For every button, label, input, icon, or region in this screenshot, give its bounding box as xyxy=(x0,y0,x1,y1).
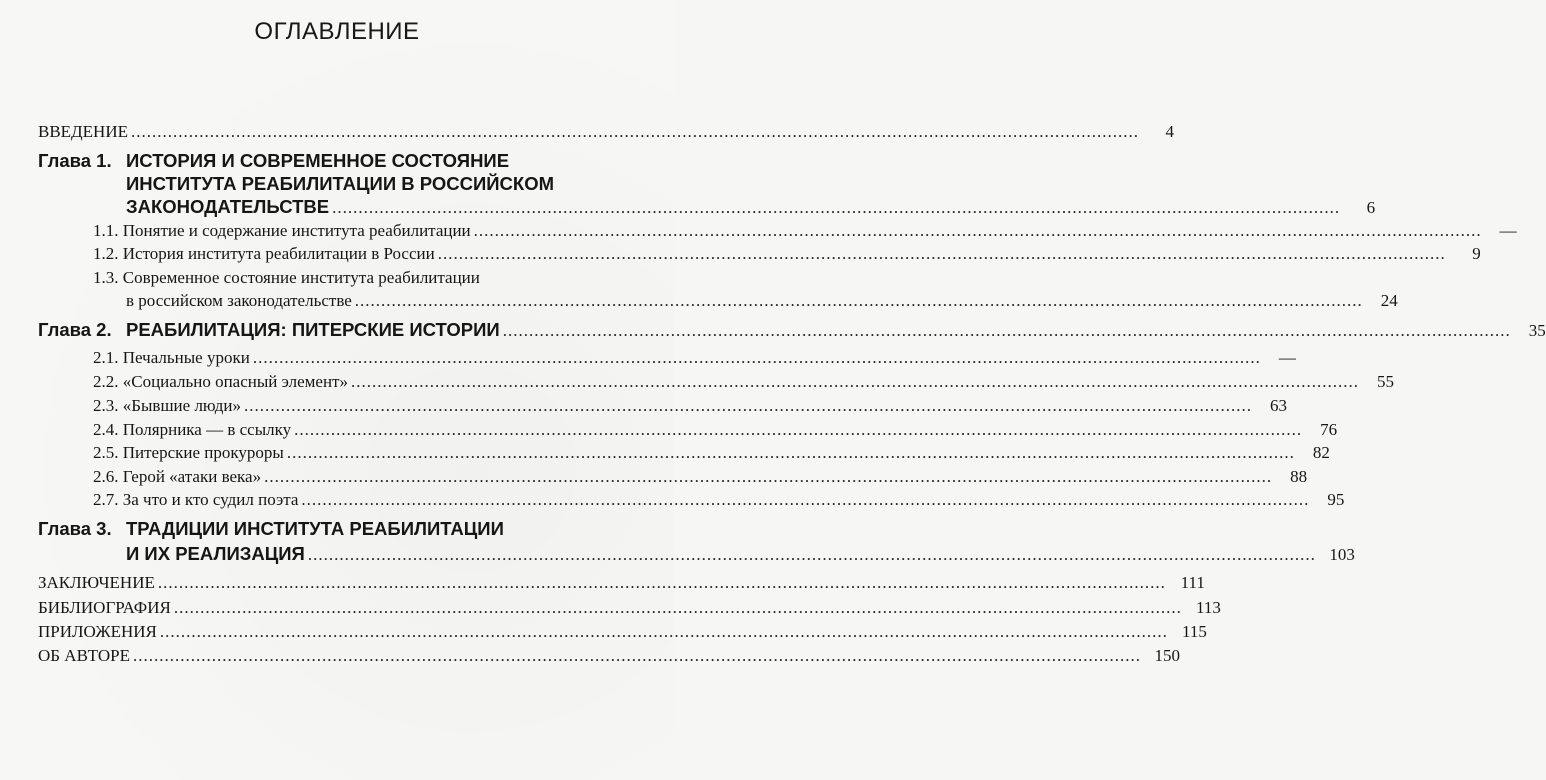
chapter-1-title-line-3: ЗАКОНОДАТЕЛЬСТВЕ xyxy=(126,196,330,217)
leader-dots: ................................................................................................................................................................................................ xyxy=(286,443,1295,462)
toc-entry-2-2[interactable] xyxy=(93,372,1394,392)
toc-entry-page: 113 xyxy=(1195,598,1221,617)
toc-entry-page: 4 xyxy=(1165,122,1174,141)
leader-dots: ................................................................................................................................................................................................ xyxy=(159,622,1168,641)
toc-entry-label: 2.6. Герой «атаки века» xyxy=(93,467,262,486)
chapter-1-prefix[interactable]: Глава 1. xyxy=(38,150,112,171)
chapter-2-title: РЕАБИЛИТАЦИЯ: ПИТЕРСКИЕ ИСТОРИИ xyxy=(126,319,500,340)
toc-entry-page: 88 xyxy=(1290,467,1308,486)
chapter-1-title-line-1[interactable]: ИСТОРИЯ И СОВРЕМЕННОЕ СОСТОЯНИЕ xyxy=(126,150,510,171)
leader-dots: ................................................................................................................................................................................................ xyxy=(437,244,1446,263)
leader-dots: ................................................................................................................................................................................................ xyxy=(294,420,1303,439)
toc-entry-page: 115 xyxy=(1182,622,1207,641)
toc-entry-chapter-2[interactable] xyxy=(126,319,1546,341)
toc-entry-label: 2.4. Полярника — в ссылку xyxy=(93,420,292,439)
toc-entry-page: 150 xyxy=(1154,646,1180,665)
toc-entry-page: 111 xyxy=(1180,573,1205,592)
leader-dots: ................................................................................................................................................................................................ xyxy=(244,396,1253,415)
page-title: ОГЛАВЛЕНИЕ xyxy=(254,18,420,45)
toc-entry-label: 2.3. «Бывшие люди» xyxy=(93,396,242,415)
toc-entry-label: 1.1. Понятие и содержание института реабилитации xyxy=(93,221,471,240)
toc-entry-1-2[interactable] xyxy=(93,244,1481,264)
toc-entry-page: 82 xyxy=(1312,443,1330,462)
leader-dots: ................................................................................................................................................................................................ xyxy=(173,598,1182,617)
toc-entry-page: 55 xyxy=(1376,372,1394,391)
toc-entry-label: 1.2. История института реабилитации в России xyxy=(93,244,435,263)
toc-entry-page: — xyxy=(1499,221,1517,240)
toc-entry-chapter-1[interactable] xyxy=(126,196,1376,218)
chapter-3-title-line-1[interactable]: ТРАДИЦИИ ИНСТИТУТА РЕАБИЛИТАЦИИ xyxy=(126,518,504,539)
toc-entry-page: 9 xyxy=(1472,244,1481,263)
toc-entry-1-1[interactable] xyxy=(93,221,1517,241)
leader-dots: ................................................................................................................................................................................................ xyxy=(332,198,1341,217)
toc-entry-2-6[interactable] xyxy=(93,467,1308,487)
leader-dots: ................................................................................................................................................................................................ xyxy=(301,490,1310,509)
toc-entry-2-3[interactable] xyxy=(93,396,1288,416)
toc-entry-label: 2.2. «Социально опасный элемент» xyxy=(93,372,348,391)
toc-entry-page: 63 xyxy=(1270,396,1288,415)
toc-entry-page: 24 xyxy=(1380,291,1398,310)
toc-entry-label: ВВЕДЕНИЕ xyxy=(38,122,128,141)
toc-entry-page: 103 xyxy=(1329,545,1355,564)
chapter-3-title-line-2: И ИХ РЕАЛИЗАЦИЯ xyxy=(126,543,305,564)
chapter-3-prefix[interactable]: Глава 3. xyxy=(38,518,112,539)
leader-dots: ................................................................................................................................................................................................ xyxy=(132,646,1141,665)
chapter-2-prefix[interactable]: Глава 2. xyxy=(38,319,112,340)
toc-entry-bibliography[interactable] xyxy=(38,598,1221,618)
leader-dots: ................................................................................................................................................................................................ xyxy=(130,122,1139,141)
leader-dots: ................................................................................................................................................................................................ xyxy=(473,221,1482,240)
toc-entry-page: 76 xyxy=(1320,420,1338,439)
toc-entry-label: 2.1. Печальные уроки xyxy=(93,348,250,367)
leader-dots: ................................................................................................................................................................................................ xyxy=(350,372,1359,391)
leader-dots: ................................................................................................................................................................................................ xyxy=(354,291,1363,310)
leader-dots: ................................................................................................................................................................................................ xyxy=(157,573,1166,592)
toc-entry-label: ОБ АВТОРЕ xyxy=(38,646,130,665)
toc-entry-page: 35 xyxy=(1528,321,1546,340)
toc-entry-page: 6 xyxy=(1366,198,1376,217)
leader-dots: ................................................................................................................................................................................................ xyxy=(264,467,1273,486)
toc-entry-introduction[interactable] xyxy=(38,122,1174,142)
leader-dots: ................................................................................................................................................................................................ xyxy=(307,545,1316,564)
toc-entry-about-author[interactable] xyxy=(38,646,1180,666)
toc-entry-label: БИБЛИОГРАФИЯ xyxy=(38,598,171,617)
leader-dots: ................................................................................................................................................................................................ xyxy=(502,321,1511,340)
toc-entry-1-3[interactable] xyxy=(126,291,1398,311)
toc-entry-2-4[interactable] xyxy=(93,420,1338,440)
toc-entry-label: 2.7. За что и кто судил поэта xyxy=(93,490,299,509)
toc-entry-chapter-3[interactable] xyxy=(126,543,1355,565)
toc-entry-label: ЗАКЛЮЧЕНИЕ xyxy=(38,573,155,592)
toc-entry-2-1[interactable] xyxy=(93,348,1296,368)
toc-entry-2-7[interactable] xyxy=(93,490,1345,510)
toc-entry-label: ПРИЛОЖЕНИЯ xyxy=(38,622,157,641)
toc-entry-appendices[interactable] xyxy=(38,622,1207,642)
toc-entry-page: — xyxy=(1278,348,1296,367)
leader-dots: ................................................................................................................................................................................................ xyxy=(252,348,1261,367)
chapter-1-title-line-2[interactable]: ИНСТИТУТА РЕАБИЛИТАЦИИ В РОССИЙСКОМ xyxy=(126,173,555,194)
toc-entry-label: в российском законодательстве xyxy=(126,291,352,310)
toc-entry-2-5[interactable] xyxy=(93,443,1330,463)
toc-entry-page: 95 xyxy=(1327,490,1345,509)
toc-entry-1-3-line-1[interactable]: 1.3. Современное состояние института реабилитации xyxy=(93,268,480,287)
toc-entry-conclusion[interactable] xyxy=(38,573,1205,593)
toc-entry-label: 2.5. Питерские прокуроры xyxy=(93,443,284,462)
